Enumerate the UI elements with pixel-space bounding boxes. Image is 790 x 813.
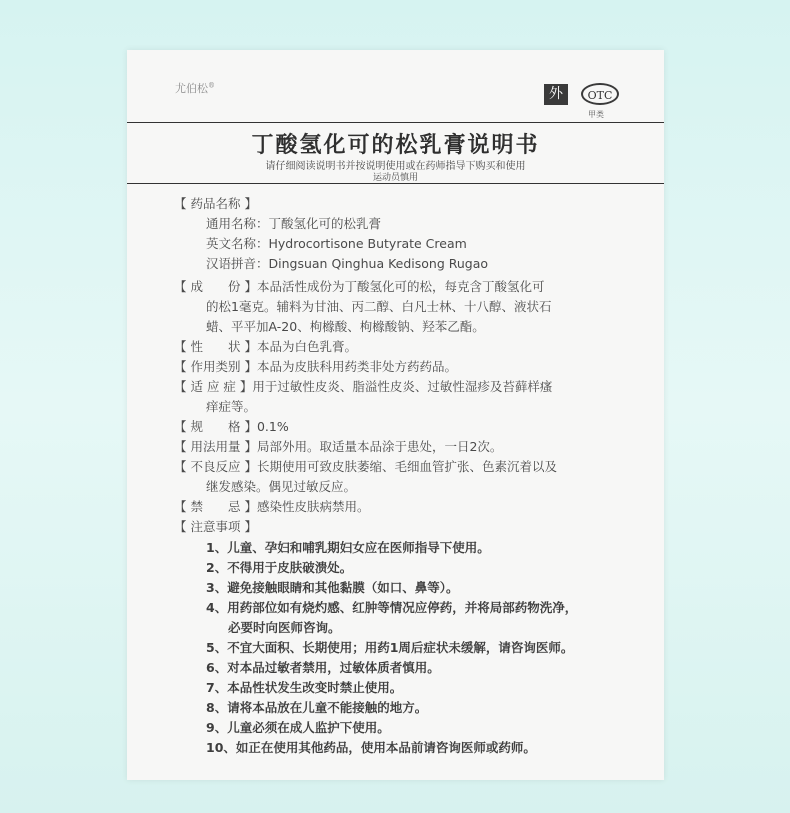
note-item: 6、对本品过敏者禁用，过敏体质者慎用。: [206, 660, 440, 675]
otc-badge: OTC: [581, 83, 619, 105]
section-notes-heading: 【 注意事项 】: [174, 519, 257, 534]
instruction-subtitle: 请仔细阅读说明书并按说明使用或在药师指导下购买和使用: [265, 161, 526, 172]
instruction-sheet: [127, 50, 664, 780]
note-item: 9、儿童必须在成人监护下使用。: [206, 720, 390, 735]
section-category: 【 作用类别 】本品为皮肤科用药类非处方药药品。: [174, 359, 457, 374]
brand-name: 尤伯松®: [175, 81, 215, 95]
indication-line-2: 痒症等。: [206, 399, 257, 414]
ingredients-line-3: 蜡、平平加A-20、枸橼酸、枸橼酸钠、羟苯乙酯。: [206, 319, 485, 334]
top-divider: [127, 122, 664, 123]
generic-name: 通用名称：丁酸氢化可的松乳膏: [206, 216, 382, 231]
note-item: 2、不得用于皮肤破溃处。: [206, 560, 353, 575]
indication-line-1: 【 适 应 症 】用于过敏性皮炎、脂溢性皮炎、过敏性湿疹及苔藓样瘙: [174, 379, 553, 394]
note-item: 10、如正在使用其他药品，使用本品前请咨询医师或药师。: [206, 740, 536, 755]
ingredients-line-1: 【 成 份 】本品活性成份为丁酸氢化可的松，每克含丁酸氢化可: [174, 279, 545, 294]
section-contraindication: 【 禁 忌 】感染性皮肤病禁用。: [174, 499, 370, 514]
external-use-badge: 外: [544, 84, 568, 105]
english-name: 英文名称：Hydrocortisone Butyrate Cream: [206, 236, 467, 251]
adverse-line-1: 【 不良反应 】长期使用可致皮肤萎缩、毛细血管扩张、色素沉着以及: [174, 459, 557, 474]
note-item: 8、请将本品放在儿童不能接触的地方。: [206, 700, 428, 715]
bottom-divider: [127, 183, 664, 184]
note-item: 4、用药部位如有烧灼感、红肿等情况应停药，并将局部药物洗净，: [206, 600, 578, 615]
note-item: 3、避免接触眼睛和其他黏膜（如口、鼻等）。: [206, 580, 459, 595]
otc-class-label: 甲类: [588, 110, 604, 119]
document-title: 丁酸氢化可的松乳膏说明书: [251, 133, 540, 158]
section-spec: 【 规 格 】0.1%: [174, 419, 289, 434]
adverse-line-2: 继发感染。偶见过敏反应。: [206, 479, 357, 494]
section-drug-name: 【 药品名称 】: [174, 196, 257, 211]
section-usage: 【 用法用量 】局部外用。取适量本品涂于患处，一日2次。: [174, 439, 503, 454]
note-item: 7、本品性状发生改变时禁止使用。: [206, 680, 403, 695]
ingredients-line-2: 的松1毫克。辅料为甘油、丙二醇、白凡士林、十八醇、液状石: [206, 299, 552, 314]
note-item-continued: 必要时向医师咨询。: [228, 620, 341, 635]
pinyin-name: 汉语拼音：Dingsuan Qinghua Kedisong Rugao: [206, 256, 489, 271]
section-appearance: 【 性 状 】本品为白色乳膏。: [174, 339, 357, 354]
note-item: 5、不宜大面积、长期使用；用药1周后症状未缓解，请咨询医师。: [206, 640, 574, 655]
athlete-caution: 运动员慎用: [372, 173, 418, 183]
note-item: 1、儿童、孕妇和哺乳期妇女应在医师指导下使用。: [206, 540, 490, 555]
